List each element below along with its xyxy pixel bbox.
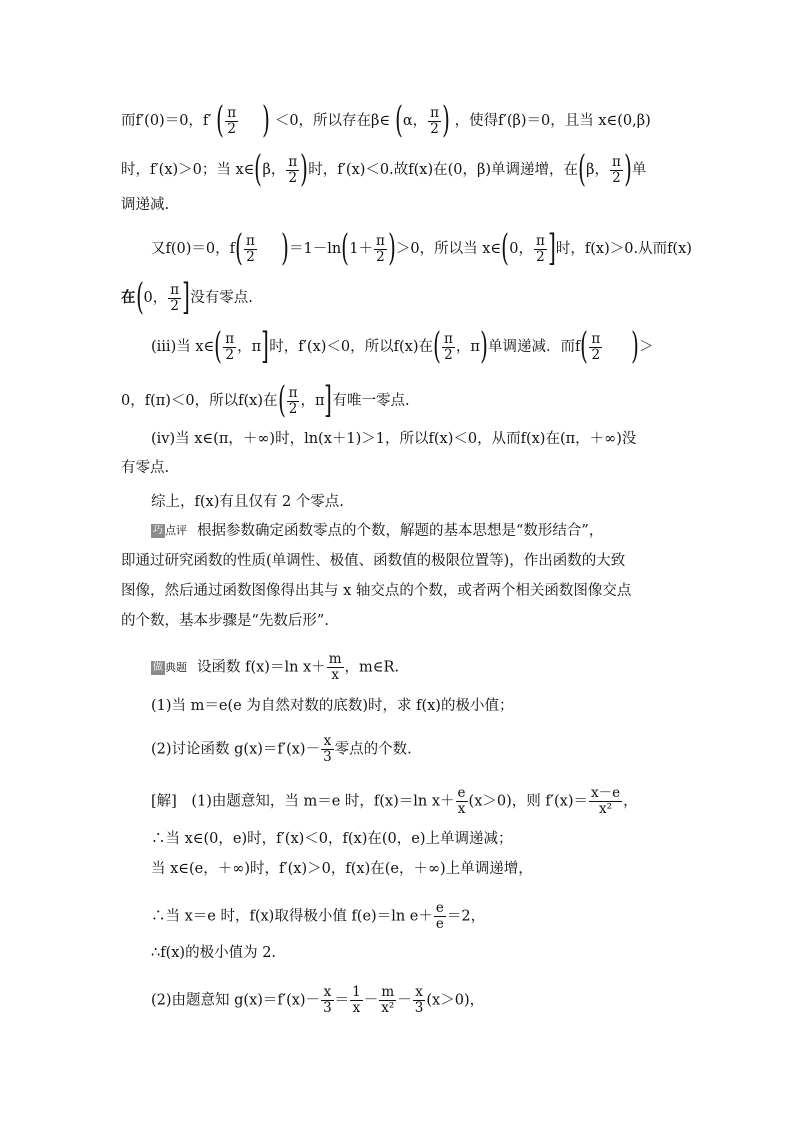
comment-line-4: 的个数，基本步骤是“先数后形”. — [121, 613, 329, 629]
text-line-4: 又f(0)＝0，f( $\frac{\pi}{2}$ )＝1－ln(1＋ $\frac{\pi}{2}$ )＞0，所以当 x∈(0， $\frac{\pi}{2}$ ]时，f(x)＞0.从而f(x) — [151, 228, 692, 269]
text-line-2: 时，f′(x)＞0；当 x∈(β， $\frac{\pi}{2}$ )时，f′(x)＜0.故f(x)在(0，β)单调递增，在(β， $\frac{\pi}{2}$ )单 — [121, 149, 647, 190]
fraction-pi-over-2: $\frac{\pi}{2}$ — [170, 281, 180, 314]
problem-q2: (2)讨论函数 g(x)＝f′(x)－ $\frac{x}{3}$ 零点的个数. — [151, 733, 412, 765]
text-line-3: 调递减. — [121, 197, 170, 213]
problem-q1: (1)当 m＝e(e 为自然对数的底数)时，求 f(x)的极小值； — [151, 698, 514, 714]
text-line-6: (iii)当 x∈( $\frac{\pi}{2}$ ，π]时，f′(x)＜0，所以f(x)在( $\frac{\pi}{2}$ ，π)单调递减．而f( $\frac{\pi}{2}$ )＞ — [151, 326, 654, 367]
fraction-x-over-3: $\frac{x}{3}$ — [323, 733, 332, 765]
fraction-m-over-x: $\frac{m}{x}$ — [328, 651, 342, 683]
fraction-1-over-x: $\frac{1}{x}$ — [352, 984, 361, 1016]
text-line-7: 0，f(π)＜0，所以f(x)在( $\frac{\pi}{2}$ ，π]有唯一零点. — [121, 380, 410, 421]
comment-line-3: 图像，然后通过函数图像得出其与 x 轴交点的个数，或者两个相关函数图像交点 — [121, 583, 632, 599]
solution-line-6: (2)由题意知 g(x)＝f′(x)－ $\frac{x}{3}$ ＝ $\frac{1}{x}$ － $\frac{m}{\text{x²}}$ － $\frac{x}{3}$ (x＞0)， — [151, 984, 485, 1016]
fraction-pi-over-2: $\frac{\pi}{2}$ — [246, 232, 255, 265]
text-line-9: 有零点. — [121, 460, 170, 476]
fraction-e-over-x: $\frac{e}{x}$ — [457, 785, 466, 817]
fraction-pi-over-2: $\frac{\pi}{2}$ — [288, 384, 298, 417]
fraction-pi-over-2: $\frac{\pi}{2}$ — [225, 330, 235, 363]
problem-line: 做 典题 设函数 f(x)＝ln x＋ $\frac{m}{x}$ ，m∈R. — [153, 651, 400, 683]
fraction-x-over-3: $\frac{x}{3}$ — [323, 984, 332, 1016]
solution-line-4: ∴当 x＝e 时，f(x)取得极小值 f(e)＝ln e＋ $\frac{e}{e}$ ＝2， — [151, 900, 486, 932]
solution-line-3: 当 x∈(e，＋∞)时，f′(x)＞0，f(x)在(e，＋∞)上单调递增， — [151, 861, 533, 877]
text-line-1: 而f′(0)＝0，f′ ( $\frac{\pi}{2}$ ) ＜0，所以存在β∈ (α， $\frac{\pi}{2}$ ) ，使得f′(β)＝0，且当 x∈(0,β) — [121, 100, 651, 141]
solution-line-1: [解] (1)由题意知，当 m＝e 时，f(x)＝ln x＋ $\frac{e}{x}$ (x＞0)，则 f′(x)＝ $\frac{x-e}{\text{x²}}$ ， — [151, 785, 638, 817]
comment-tag: 巧 — [153, 525, 163, 536]
fraction-pi-over-2: $\frac{\pi}{2}$ — [535, 232, 545, 265]
fraction-pi-over-2: $\frac{\pi}{2}$ — [611, 153, 621, 186]
fraction-e-over-e: $\frac{e}{e}$ — [435, 900, 444, 932]
fraction-pi-over-2: $\frac{\pi}{2}$ — [430, 104, 439, 137]
fraction-m-over-x2: $\frac{m}{\text{x²}}$ — [381, 984, 395, 1016]
text-line-8: (iv)当 x∈(π，＋∞)时，ln(x＋1)＞1，所以f(x)＜0，从而f(x)在(π，＋∞)没 — [151, 431, 637, 447]
solution-line-5: ∴f(x)的极小值为 2. — [151, 945, 277, 961]
text-line-5: 在(0， $\frac{\pi}{2}$ ]没有零点. — [121, 277, 253, 318]
fraction-pi-over-2: $\frac{\pi}{2}$ — [444, 330, 453, 363]
problem-tag: 做 — [153, 661, 163, 673]
comment-line-2: 即通过研究函数的性质(单调性、极值、函数值的极限位置等)，作出函数的大致 — [121, 553, 626, 569]
solution-line-2: ∴当 x∈(0，e)时，f′(x)＜0，f(x)在(0，e)上单调递减； — [151, 831, 513, 847]
fraction-pi-over-2: $\frac{\pi}{2}$ — [288, 153, 298, 186]
fraction-pi-over-2: $\frac{\pi}{2}$ — [376, 232, 385, 265]
fraction-pi-over-2: $\frac{\pi}{2}$ — [227, 104, 237, 137]
comment-line-1: 巧 点评 根据参数确定函数零点的个数，解题的基本思想是“数形结合”， — [153, 523, 604, 539]
fraction-x-over-3: $\frac{x}{3}$ — [414, 984, 424, 1016]
text-line-10: 综上，f(x)有且仅有 2 个零点. — [151, 494, 344, 510]
fraction-derivative: $\frac{x-e}{\text{x²}}$ — [591, 785, 621, 817]
fraction-pi-over-2: $\frac{\pi}{2}$ — [591, 330, 601, 363]
